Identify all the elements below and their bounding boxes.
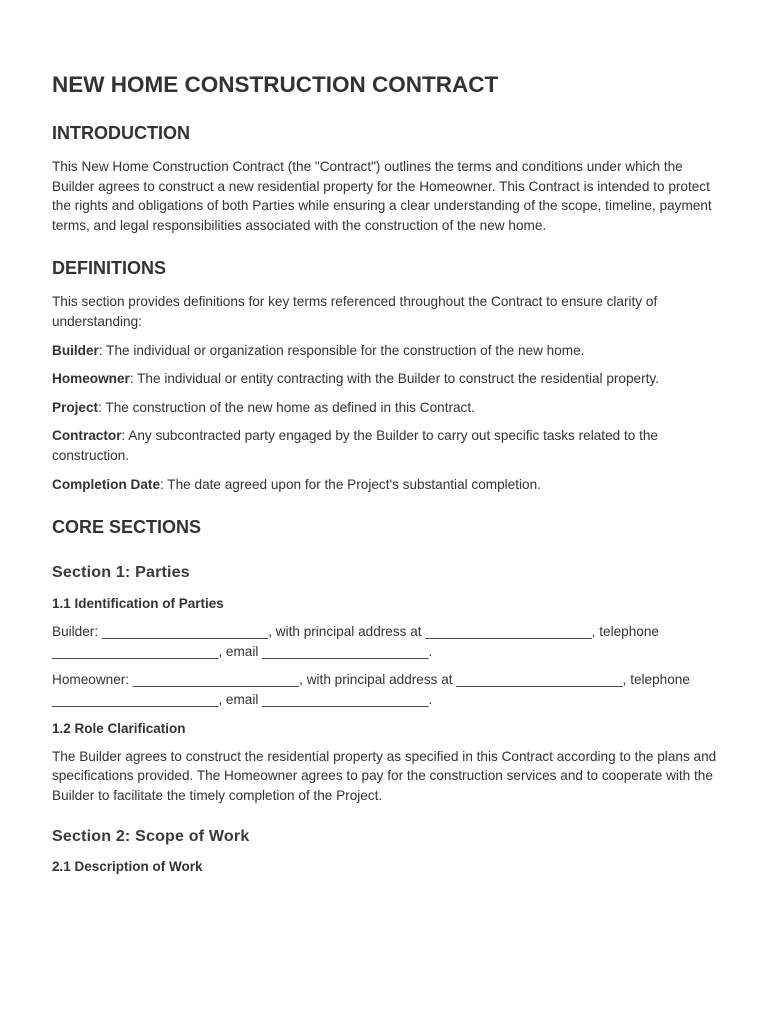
definition-text: : The individual or organization responsible for the construction of the new home. [98,342,585,358]
section-2-heading: Section 2: Scope of Work [52,828,250,846]
definition-text: : Any subcontracted party engaged by the Builder to carry out specific tasks related to the construction. [52,428,658,463]
definition-text: : The date agreed upon for the Project's substantial completion. [160,476,541,492]
definition-item [52,475,724,495]
definition-term: Builder [52,342,99,358]
definition-item [52,426,724,465]
definition-text: : The individual or entity contracting with the Builder to construct the residential property. [129,371,659,387]
subsection-1-2-heading: 1.2 Role Clarification [52,720,186,736]
introduction-paragraph: This New Home Construction Contract (the "Contract") outlines the terms and conditions under which the Builder agrees to construct a new residential property for the Homeowner. This Contract is intended to protect the rights and obligations of both Parties while ensuring a clear understanding of the scope, timeline, payment terms, and legal responsibilities associated with the construction of the new home. [52,159,712,233]
definition-text: : The construction of the new home as defined in this Contract. [98,399,475,415]
subsection-2-1-heading: 2.1 Description of Work [52,859,203,875]
definitions-heading: DEFINITIONS [52,258,167,279]
homeowner-parties-line: Homeowner: ______________________, with principal address at ______________________, telephone ______________________, email ______________________. [52,672,690,707]
definition-term: Completion Date [52,476,160,492]
section-1-heading: Section 1: Parties [52,564,190,582]
core-sections-heading: CORE SECTIONS [52,517,202,538]
definition-term: Project [52,399,99,415]
document-page [52,70,724,876]
definition-item [52,369,724,389]
subsection-1-1-heading: 1.1 Identification of Parties [52,596,224,612]
builder-parties-line: Builder: ______________________, with principal address at ______________________, telephone ______________________, email ______________________. [52,624,659,659]
definition-item [52,341,724,361]
role-clarification-paragraph: The Builder agrees to construct the residential property as specified in this Contract according to the plans and specifications provided. The Homeowner agrees to pay for the construction services and to cooperate with the Builder to facilitate the timely completion of the Project. [52,748,717,803]
definition-item [52,398,724,418]
introduction-heading: INTRODUCTION [52,123,190,143]
definition-term: Homeowner [52,371,130,387]
definitions-intro: This section provides definitions for key terms referenced throughout the Contract to ensure clarity of understanding: [52,294,658,329]
definition-term: Contractor [52,428,122,444]
document-title: NEW HOME CONSTRUCTION CONTRACT [52,72,499,97]
